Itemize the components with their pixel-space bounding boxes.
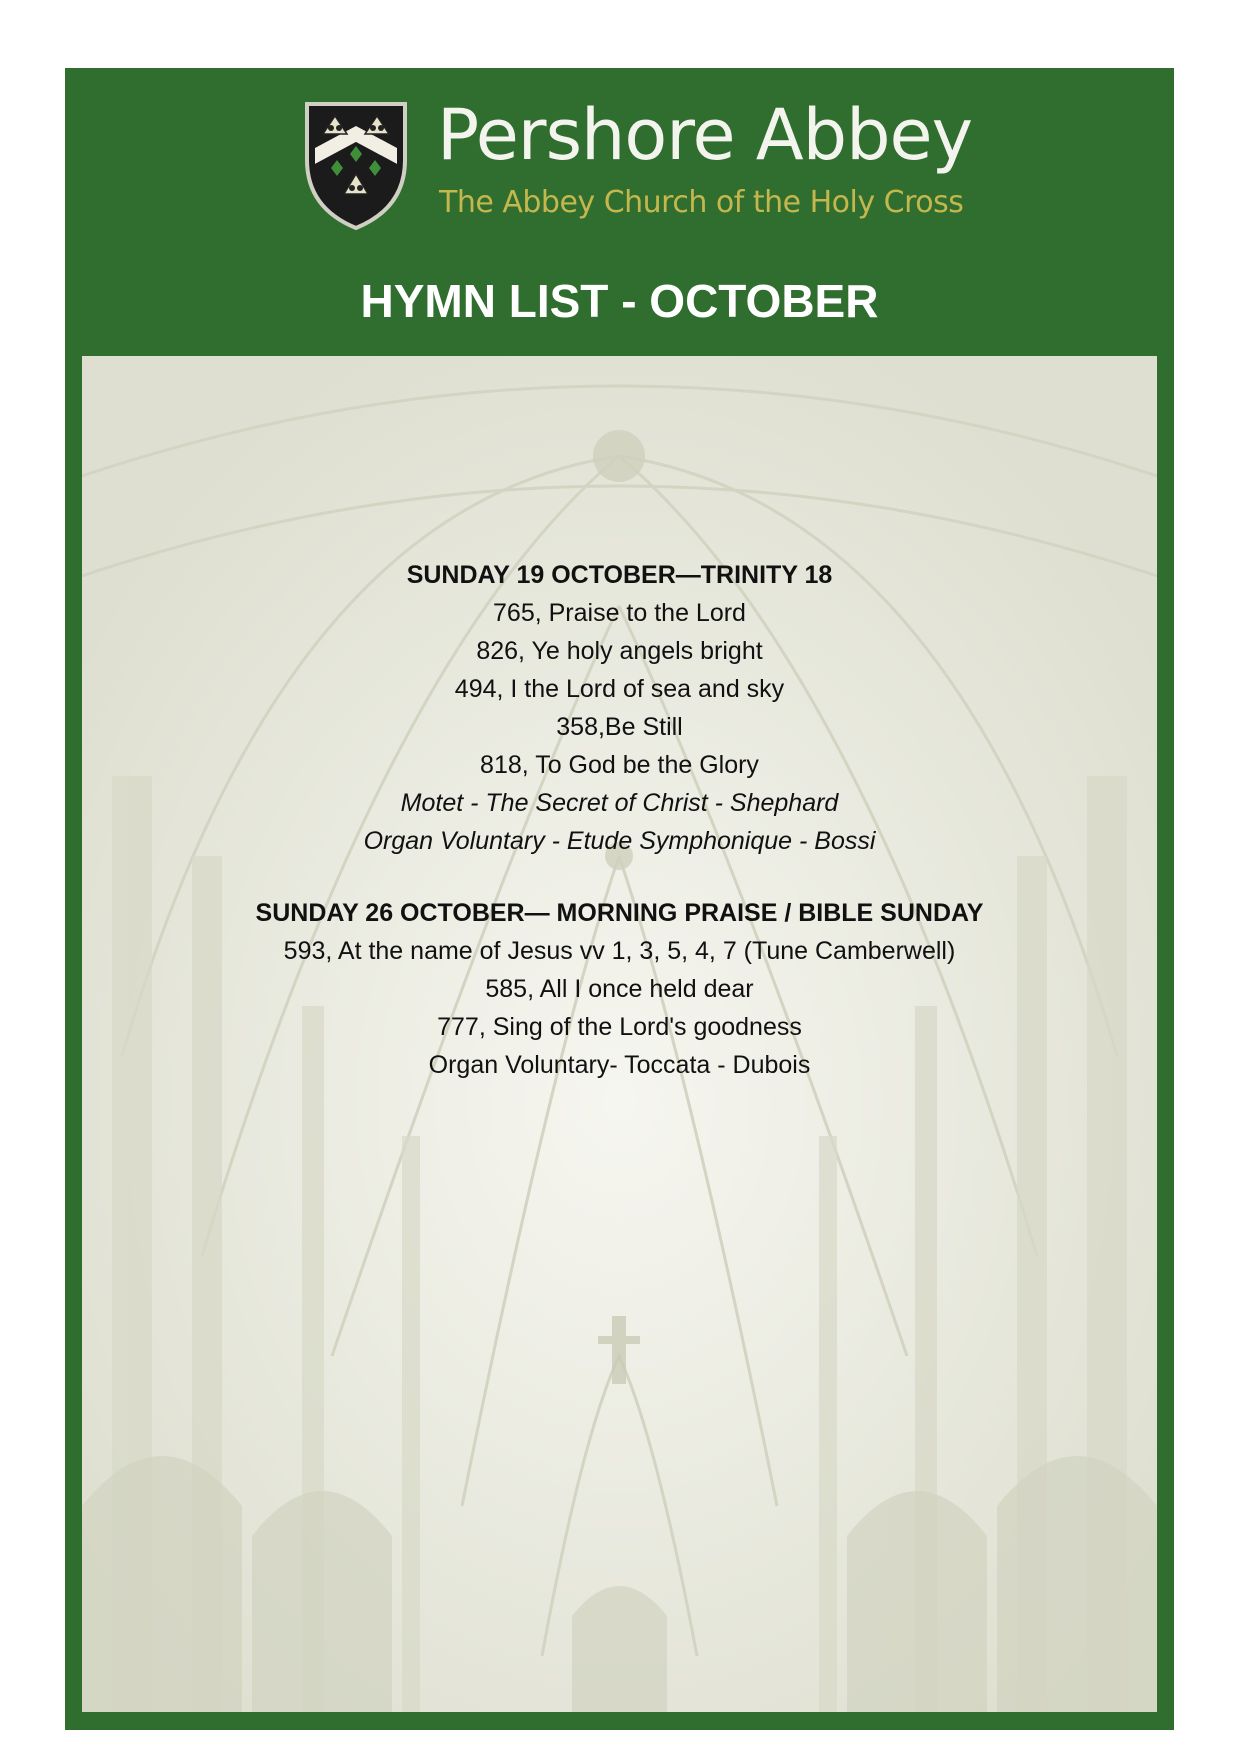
hymn-item: 593, At the name of Jesus vv 1, 3, 5, 4, 7 (Tune Camberwell) [283,937,956,965]
page-title: HYMN LIST - OCTOBER [360,275,879,327]
brand-subtitle: The Abbey Church of the Holy Cross [439,185,964,220]
service-sunday-19-october [82,556,1157,860]
hymn-item: 585, All I once held dear [485,975,754,1003]
hymn-list-panel [82,356,1157,1712]
organ-voluntary-item: Organ Voluntary- Toccata - Dubois [428,1051,811,1079]
hymn-item: 765, Praise to the Lord [493,599,746,627]
header [65,68,1174,358]
service-sunday-26-october [82,894,1157,1084]
service-heading: SUNDAY 26 OCTOBER— MORNING PRAISE / BIBLE SUNDAY [255,899,984,927]
hymn-list-content [82,556,1157,1118]
hymn-item: 818, To God be the Glory [480,751,759,779]
page-frame [65,68,1174,1730]
hymn-item: 358,Be Still [556,713,683,741]
service-heading: SUNDAY 19 OCTOBER—TRINITY 18 [406,561,833,589]
hymn-item: 777, Sing of the Lord's goodness [437,1013,802,1041]
abbey-crest-logo [301,98,411,232]
motet-item: Motet - The Secret of Christ - Shephard [400,789,839,817]
brand-name: Pershore Abbey [437,94,973,176]
hymn-item: 826, Ye holy angels bright [476,637,763,665]
organ-voluntary-item: Organ Voluntary - Etude Symphonique - Bossi [363,827,876,855]
hymn-item: 494, I the Lord of sea and sky [454,675,785,703]
